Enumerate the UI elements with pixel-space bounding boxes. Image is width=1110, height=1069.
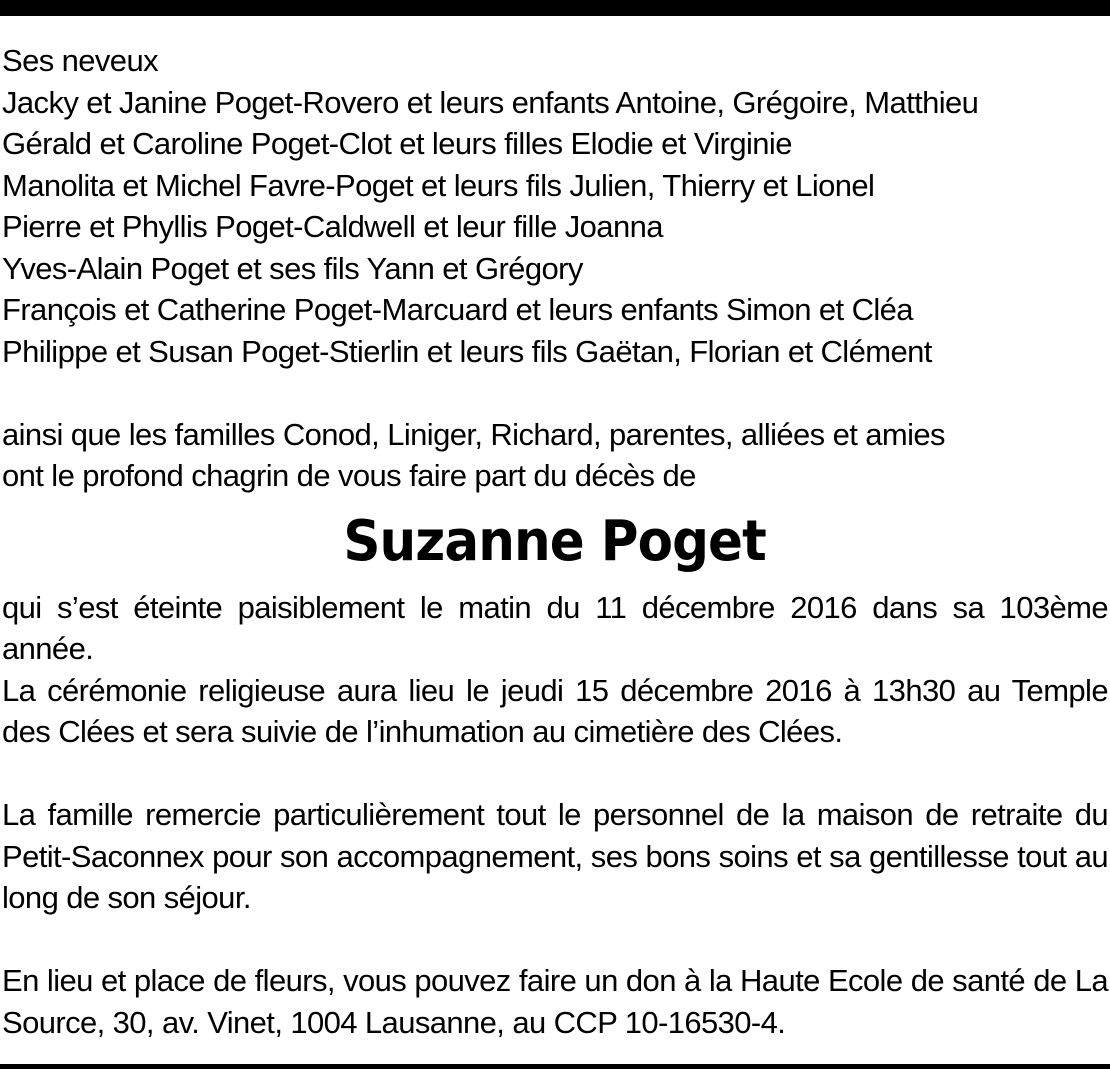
- spacer: [2, 919, 1108, 961]
- family-line: Gérald et Caroline Poget-Clot et leurs filles Elodie et Virginie: [2, 126, 792, 161]
- top-rule: [0, 0, 1110, 16]
- family-line: Pierre et Phyllis Poget-Caldwell et leur fille Joanna: [2, 209, 663, 244]
- ceremony-paragraph: La cérémonie religieuse aura lieu le jeudi 15 décembre 2016 à 13h30 au Temple des Clées et sera suivie de l’inhumation au cimetière des Clées.: [2, 672, 1108, 749]
- family-line: Philippe et Susan Poget-Stierlin et leurs fils Gaëtan, Florian et Clément: [2, 333, 932, 369]
- spacer: [2, 372, 1108, 414]
- bottom-rule: [0, 1064, 1110, 1069]
- deceased-name: Suzanne Poget: [343, 508, 767, 574]
- family-line: Yves-Alain Poget et ses fils Yann et Grégory: [2, 250, 583, 286]
- announcement-line: ont le profond chagrin de vous faire part du décès de: [2, 458, 696, 493]
- donation-paragraph: En lieu et place de fleurs, vous pouvez faire un don à la Haute Ecole de santé de La Source, 30, av. Vinet, 1004 Lausanne, au CCP 10-16530-4.: [2, 963, 1108, 1040]
- passing-paragraph: qui s’est éteinte paisiblement le matin du 11 décembre 2016 dans sa 103ème année.: [2, 589, 1108, 666]
- thanks-paragraph: La famille remercie particulièrement tout le personnel de la maison de retraite du Petit-Saconnex pour son accompagnement, ses bons soins et sa gentillesse tout au long de son séjour.: [2, 797, 1108, 915]
- intro-heading: Ses neveux: [2, 43, 158, 78]
- obituary-notice: [2, 40, 1108, 1043]
- deceased-name-block: [2, 497, 1108, 587]
- family-line: Manolita et Michel Favre-Poget et leurs fils Julien, Thierry et Lionel: [2, 167, 875, 203]
- spacer: [2, 753, 1108, 795]
- family-line: François et Catherine Poget-Marcuard et leurs enfants Simon et Cléa: [2, 292, 913, 327]
- families-line: ainsi que les familles Conod, Liniger, Richard, parentes, alliées et amies: [2, 416, 945, 452]
- family-line: Jacky et Janine Poget-Rovero et leurs enfants Antoine, Grégoire, Matthieu: [2, 84, 979, 120]
